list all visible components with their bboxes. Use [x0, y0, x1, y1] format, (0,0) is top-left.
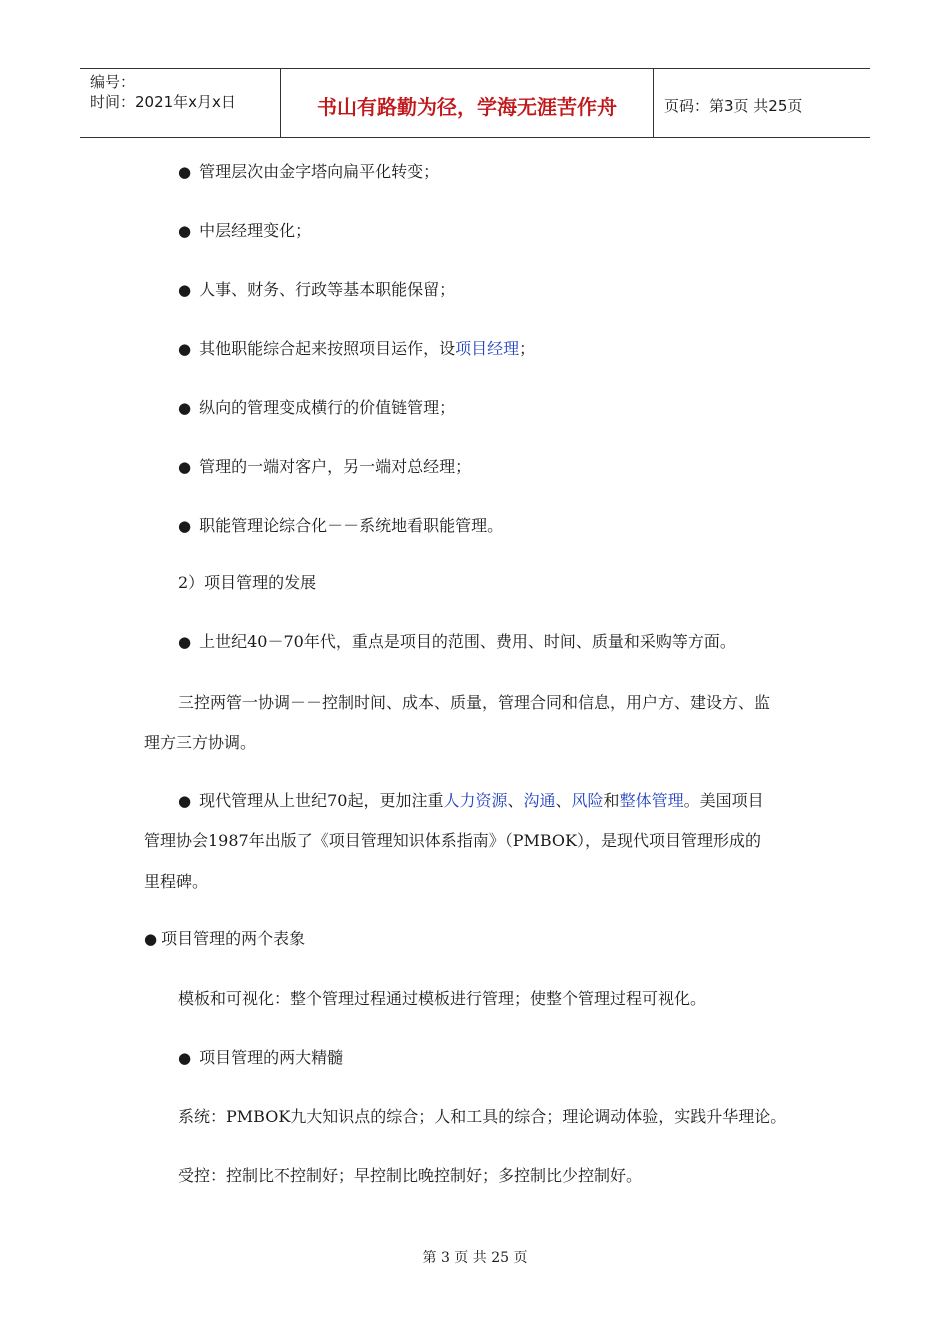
paragraph-line: 管理协会1987年出版了《项目管理知识体系指南》（PMBOK），是现代项目管理形成的	[144, 831, 761, 850]
paragraph-line: 三控两管一协调－－控制时间、成本、质量，管理合同和信息，用户方、建设方、监	[178, 693, 771, 712]
paragraph-line: 理方三方协调。	[144, 733, 257, 752]
bullet-icon: ●	[178, 222, 192, 240]
bullet-icon: ●	[178, 633, 192, 651]
link-project-manager[interactable]: 项目经理	[455, 339, 520, 358]
section-heading: 2）项目管理的发展	[178, 573, 317, 592]
list-item: ● 管理层次由金字塔向扁平化转变；	[178, 162, 440, 181]
paragraph-line: 里程碑。	[144, 872, 209, 891]
document-number-label: 编号：	[90, 73, 136, 91]
link-risk[interactable]: 风险	[571, 791, 604, 810]
link-communication[interactable]: 沟通	[523, 791, 556, 810]
list-item: ● 人事、财务、行政等基本职能保留；	[178, 280, 456, 299]
list-item: ● 项目管理的两大精髓	[178, 1048, 344, 1067]
list-item: ● 其他职能综合起来按照项目运作，设项目经理；	[178, 339, 536, 358]
bullet-icon: ●	[178, 1049, 192, 1067]
list-item: ● 管理的一端对客户，另一端对总经理；	[178, 457, 472, 476]
header-meta-cell	[80, 69, 281, 137]
list-item: ● 中层经理变化；	[178, 221, 312, 240]
page-footer: 第 3 页 共 25 页	[422, 1250, 528, 1266]
list-item: ● 项目管理的两个表象	[144, 929, 306, 948]
bullet-icon: ●	[144, 930, 158, 948]
link-human-resources[interactable]: 人力资源	[443, 791, 508, 810]
paragraph-line: 系统：PMBOK九大知识点的综合；人和工具的综合；理论调动体验，实践升华理论。	[178, 1107, 787, 1126]
bullet-icon: ●	[178, 340, 192, 358]
page-header	[80, 68, 870, 138]
link-integration-management[interactable]: 整体管理	[619, 791, 684, 810]
list-item: ● 纵向的管理变成横行的价值链管理；	[178, 398, 456, 417]
document-date-label: 时间：2021年x月x日	[90, 93, 236, 111]
paragraph-line: 受控：控制比不控制好；早控制比晚控制好；多控制比少控制好。	[178, 1166, 643, 1185]
header-page-cell	[654, 69, 870, 137]
list-item: ● 上世纪40－70年代，重点是项目的范围、费用、时间、质量和采购等方面。	[178, 632, 736, 651]
header-motto-cell	[281, 69, 654, 137]
bullet-icon: ●	[178, 281, 192, 299]
paragraph-line: ● 现代管理从上世纪70起，更加注重人力资源、沟通、风险和整体管理。美国项目	[178, 791, 764, 810]
bullet-icon: ●	[178, 399, 192, 417]
header-motto: 书山有路勤为径，学海无涯苦作舟	[317, 95, 617, 119]
bullet-icon: ●	[178, 163, 192, 181]
bullet-icon: ●	[178, 792, 192, 810]
bullet-icon: ●	[178, 458, 192, 476]
header-page-number: 页码：第3页 共25页	[664, 97, 803, 115]
paragraph-line: 模板和可视化：整个管理过程通过模板进行管理；使整个管理过程可视化。	[178, 989, 707, 1008]
list-item: ● 职能管理论综合化－－系统地看职能管理。	[178, 516, 504, 535]
bullet-icon: ●	[178, 517, 192, 535]
